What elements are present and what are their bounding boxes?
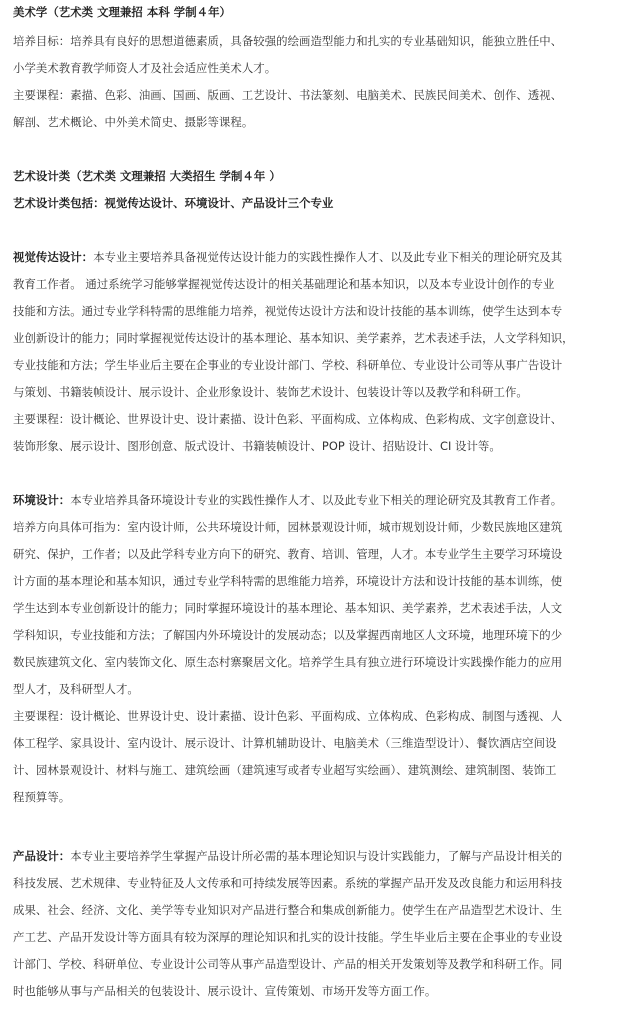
chanpin-line: 成果、社会、经济、文化、美学等专业知识对产品进行整合和集成创新能力。使学生在产品造型艺术设计、生: [13, 903, 563, 917]
shijue-label: 视觉传达设计：: [13, 250, 94, 264]
chanpin-label: 产品设计：: [13, 849, 71, 863]
shijue-course-line: 装饰形象、展示设计、图形创意、版式设计、书籍装帧设计、POP 设计、招贴设计、CI 设计等。: [13, 439, 501, 453]
huanjing-course-line: 体工程学、家具设计、室内设计、展示设计、计算机辅助设计、电脑美术（三维造型设计）、餐饮酒店空间设: [13, 736, 557, 750]
meishu-course-line: 解剖、艺术概论、中外美术简史、摄影等课程。: [13, 115, 254, 129]
shijue-course-line: 主要课程：设计概论、世界设计史、设计素描、设计色彩、平面构成、立体构成、色彩构成、文字创意设计、: [13, 412, 563, 426]
chanpin-line: 科技发展、艺术规律、专业特征及人文传承和可持续发展等因素。系统的掌握产品开发及改良能力和运用科技: [13, 876, 563, 890]
chanpin-line: 产工艺、产品开发设计等方面具有较为深厚的理论知识和扎实的设计技能。学生毕业后主要在企事业的专业设: [13, 930, 563, 944]
huanjing-course-line: 主要课程：设计概论、世界设计史、设计素描、设计色彩、平面构成、立体构成、色彩构成、制图与透视、人: [13, 709, 563, 723]
huanjing-line: 型人才，及科研型人才。: [13, 682, 139, 696]
chanpin-line: 时也能够从事与产品相关的包装设计、展示设计、宣传策划、市场开发等方面工作。: [13, 984, 437, 998]
huanjing-line: 数民族建筑文化、室内装饰文化、原生态村寨聚居文化。培养学生具有独立进行环境设计实践操作能力的应用: [13, 655, 563, 669]
huanjing-course-line: 程预算等。: [13, 790, 71, 804]
chanpin-line: 产品设计：本专业主要培养学生掌握产品设计所必需的基本理论知识与设计实践能力，了解与产品设计相关的: [13, 849, 563, 863]
huanjing-line: 环境设计：本专业培养具备环境设计专业的实践性操作人才、以及此专业下相关的理论研究及其教育工作者。: [13, 493, 563, 507]
yishu-subtitle: 艺术设计类包括：视觉传达设计、环境设计、产品设计三个专业: [13, 196, 334, 210]
shijue-course-label: 主要课程：: [13, 412, 71, 426]
huanjing-line: 研究、保护，工作者；以及此学科专业方向下的研究、教育、培训、管理，人才。本专业学生主要学习环境设: [13, 547, 563, 561]
huanjing-line: 学科知识，专业技能和方法；了解国内外环境设计的发展动态；以及掌握西南地区人文环境，地理环境下的少: [13, 628, 563, 642]
huanjing-course-line: 计、园林景观设计、材料与施工、建筑绘画（建筑速写或者专业超写实绘画）、建筑测绘、建筑制图、装饰工: [13, 763, 557, 777]
shijue-line: 业创新设计的能力；同时掌握视觉传达设计的基本理论、基本知识、美学素养，艺术表述手法，人文学科知识，: [13, 331, 574, 345]
huanjing-line: 学生达到本专业创新设计的能力；同时掌握环境设计的基本理论、基本知识、美学素养，艺术表述手法，人文: [13, 601, 563, 615]
meishu-goal-line: 培养目标：培养具有良好的思想道德素质，具备较强的绘画造型能力和扎实的专业基础知识，能独立胜任中、: [13, 34, 563, 48]
shijue-line: 教育工作者。 通过系统学习能够掌握视觉传达设计的相关基础理论和基本知识，以及本专业设计创作的专业: [13, 277, 555, 291]
shijue-line: 专业技能和方法；学生毕业后主要在企事业的专业设计部门、学校、科研单位、专业设计公司等从事广告设计: [13, 358, 563, 372]
shijue-line: 与策划、书籍装帧设计、展示设计、企业形象设计、装饰艺术设计、包装设计等以及教学和科研工作。: [13, 385, 528, 399]
yishu-title: 艺术设计类（艺术类 文理兼招 大类招生 学制４年 ）: [13, 169, 281, 183]
shijue-line: 技能和方法。通过专业学科特需的思维能力培养，视觉传达设计方法和设计技能的基本训练，使学生达到本专: [13, 304, 563, 318]
huanjing-label: 环境设计：: [13, 493, 71, 507]
shijue-line: 视觉传达设计：本专业主要培养具备视觉传达设计能力的实践性操作人才、以及此专业下相关的理论研究及其: [13, 250, 563, 264]
meishu-goal-label: 培养目标：: [13, 34, 71, 48]
meishu-goal-line: 小学美术教育教学师资人才及社会适应性美术人才。: [13, 61, 277, 75]
meishu-title: 美术学（艺术类 文理兼招 本科 学制４年）: [13, 5, 231, 19]
meishu-course-label: 主要课程：: [13, 88, 71, 102]
huanjing-line: 计方面的基本理论和基本知识，通过专业学科特需的思维能力培养，环境设计方法和设计技能的基本训练，使: [13, 574, 563, 588]
huanjing-course-label: 主要课程：: [13, 709, 71, 723]
meishu-course-line: 主要课程：素描、色彩、油画、国画、版画、工艺设计、书法篆刻、电脑美术、民族民间美术、创作、透视、: [13, 88, 563, 102]
chanpin-line: 计部门、学校、科研单位、专业设计公司等从事产品造型设计、产品的相关开发策划等及教学和科研工作。同: [13, 957, 563, 971]
huanjing-line: 培养方向具体可指为：室内设计师，公共环境设计师，园林景观设计师，城市规划设计师，少数民族地区建筑: [13, 520, 563, 534]
